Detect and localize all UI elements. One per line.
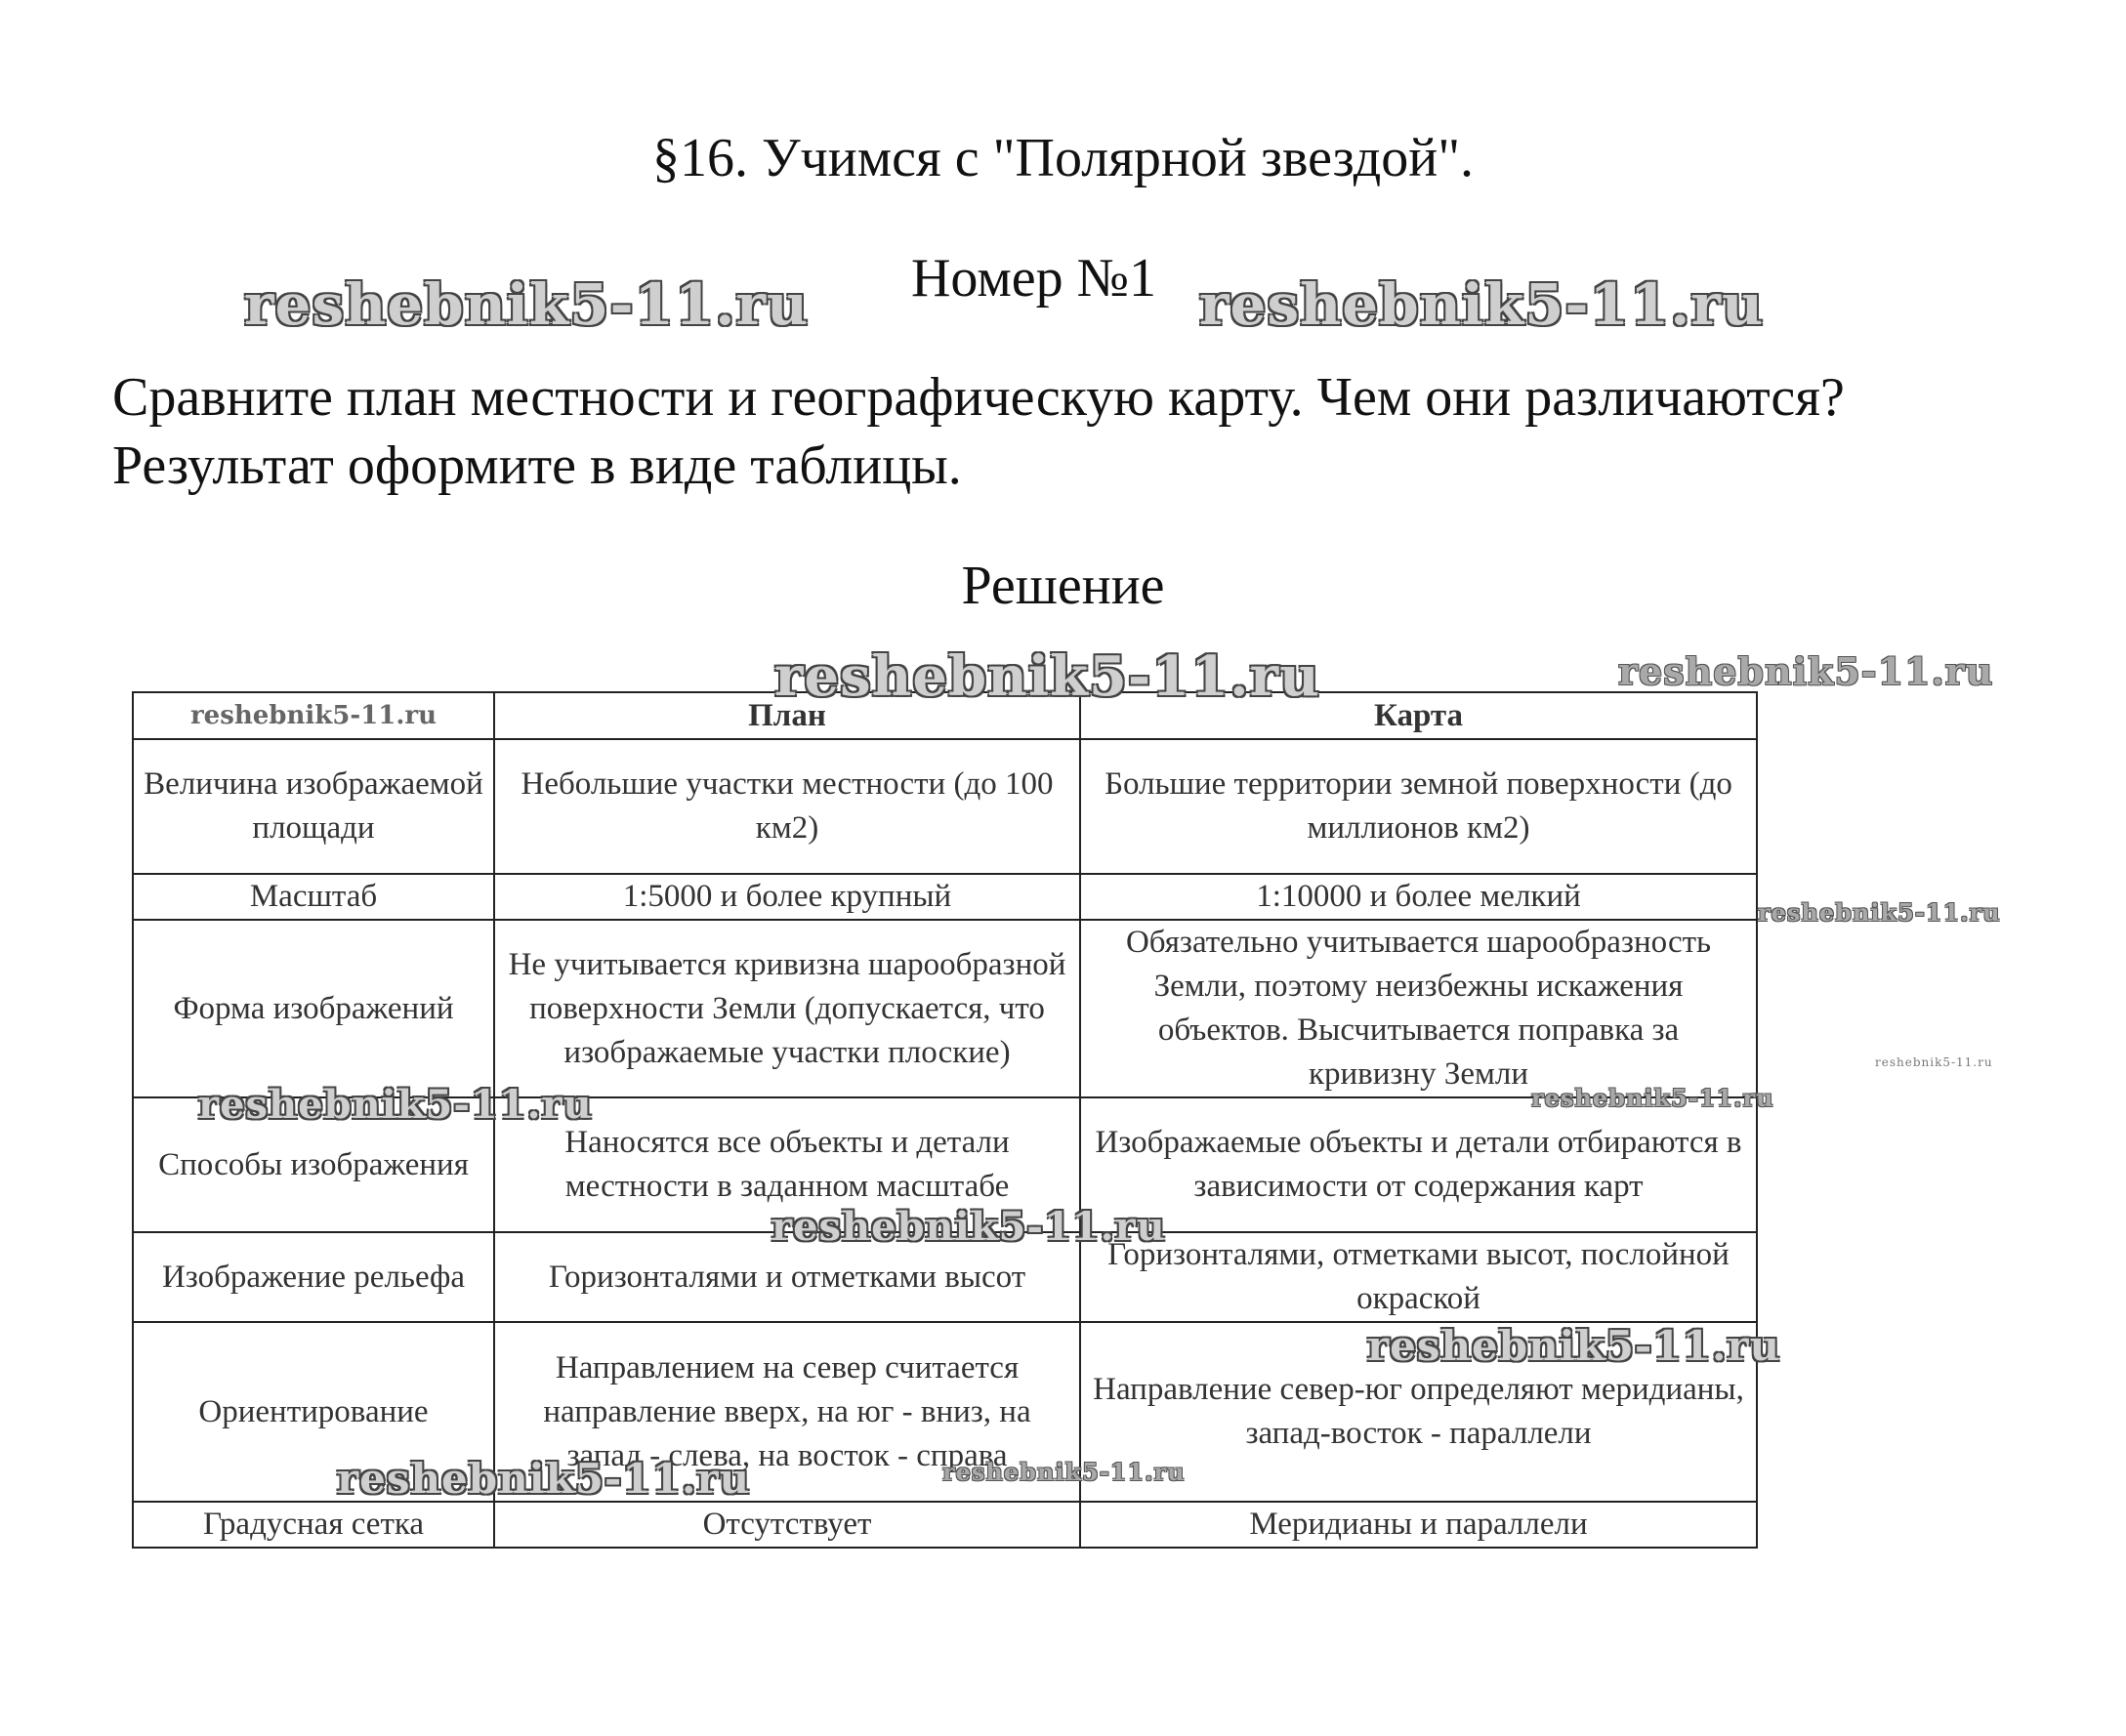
table-row bbox=[133, 874, 1757, 920]
row-plan: Не учитывается кривизна шарообразной поверхности Земли (допускается, что изображаемые участки плоские) bbox=[494, 920, 1080, 1097]
watermark: reshebnik5-11.ru bbox=[1199, 271, 1765, 338]
row-feature: Масштаб bbox=[133, 874, 494, 920]
row-feature: Ориентирование bbox=[133, 1322, 494, 1502]
page-title: §16. Учимся с "Полярной звездой". bbox=[651, 128, 1475, 188]
header-map: Карта bbox=[1080, 692, 1757, 739]
watermark: reshebnik5-11.ru bbox=[1531, 1084, 1774, 1112]
watermark: reshebnik5-11.ru bbox=[1367, 1322, 1781, 1370]
watermark: reshebnik5-11.ru bbox=[1618, 649, 1994, 693]
watermark: reshebnik5-11.ru bbox=[1758, 898, 2001, 927]
watermark: reshebnik5-11.ru bbox=[337, 1455, 751, 1503]
table-row bbox=[133, 1502, 1757, 1548]
row-map: Обязательно учитывается шарообразность Земли, поэтому неизбежны искажения объектов. Высчитывается поправка за кривизну Земли bbox=[1080, 920, 1757, 1097]
row-map: Большие территории земной поверхности (до миллионов км2) bbox=[1080, 739, 1757, 874]
task-line-1: Сравните план местности и географическую карту. Чем они различаются? bbox=[112, 367, 1845, 428]
row-plan: 1:5000 и более крупный bbox=[494, 874, 1080, 920]
watermark: reshebnik5-11.ru bbox=[942, 1458, 1186, 1486]
table-row bbox=[133, 739, 1757, 874]
watermark: reshebnik5-11.ru bbox=[774, 644, 1320, 709]
row-feature: Градусная сетка bbox=[133, 1502, 494, 1548]
watermark: reshebnik5-11.ru bbox=[1875, 1055, 1993, 1069]
row-feature: Форма изображений bbox=[133, 920, 494, 1097]
header-plan: План bbox=[494, 692, 1080, 739]
row-feature: Изображение рельефа bbox=[133, 1232, 494, 1322]
row-plan: Направлением на север считается направление вверх, на юг - вниз, на запад - слева, на восток - справа bbox=[494, 1322, 1080, 1502]
row-plan: Наносятся все объекты и детали местности в заданном масштабе bbox=[494, 1097, 1080, 1232]
row-feature: Величина изображаемой площади bbox=[133, 739, 494, 874]
row-map: 1:10000 и более мелкий bbox=[1080, 874, 1757, 920]
row-map: Изображаемые объекты и детали отбираются в зависимости от содержания карт bbox=[1080, 1097, 1757, 1232]
task-number-text: Номер №1 bbox=[910, 248, 1157, 309]
row-plan: Горизонталями и отметками высот bbox=[494, 1232, 1080, 1322]
row-feature: Способы изображения bbox=[133, 1097, 494, 1232]
row-map: Направление север-юг определяют меридианы, запад-восток - параллели bbox=[1080, 1322, 1757, 1502]
solution-label: Решение bbox=[961, 556, 1165, 616]
task-text bbox=[112, 363, 2046, 500]
row-map: Меридианы и параллели bbox=[1080, 1502, 1757, 1548]
row-plan: Небольшие участки местности (до 100 км2) bbox=[494, 739, 1080, 874]
watermark: reshebnik5-11.ru bbox=[771, 1204, 1166, 1250]
row-map: Горизонталями, отметками высот, послойной окраской bbox=[1080, 1232, 1757, 1322]
watermark: reshebnik5-11.ru bbox=[244, 271, 810, 338]
row-plan: Отсутствует bbox=[494, 1502, 1080, 1548]
table-row bbox=[133, 920, 1757, 1097]
watermark: reshebnik5-11.ru bbox=[198, 1082, 593, 1128]
task-line-2: Результат оформите в виде таблицы. bbox=[112, 435, 962, 496]
header-corner: reshebnik5-11.ru bbox=[133, 692, 494, 739]
